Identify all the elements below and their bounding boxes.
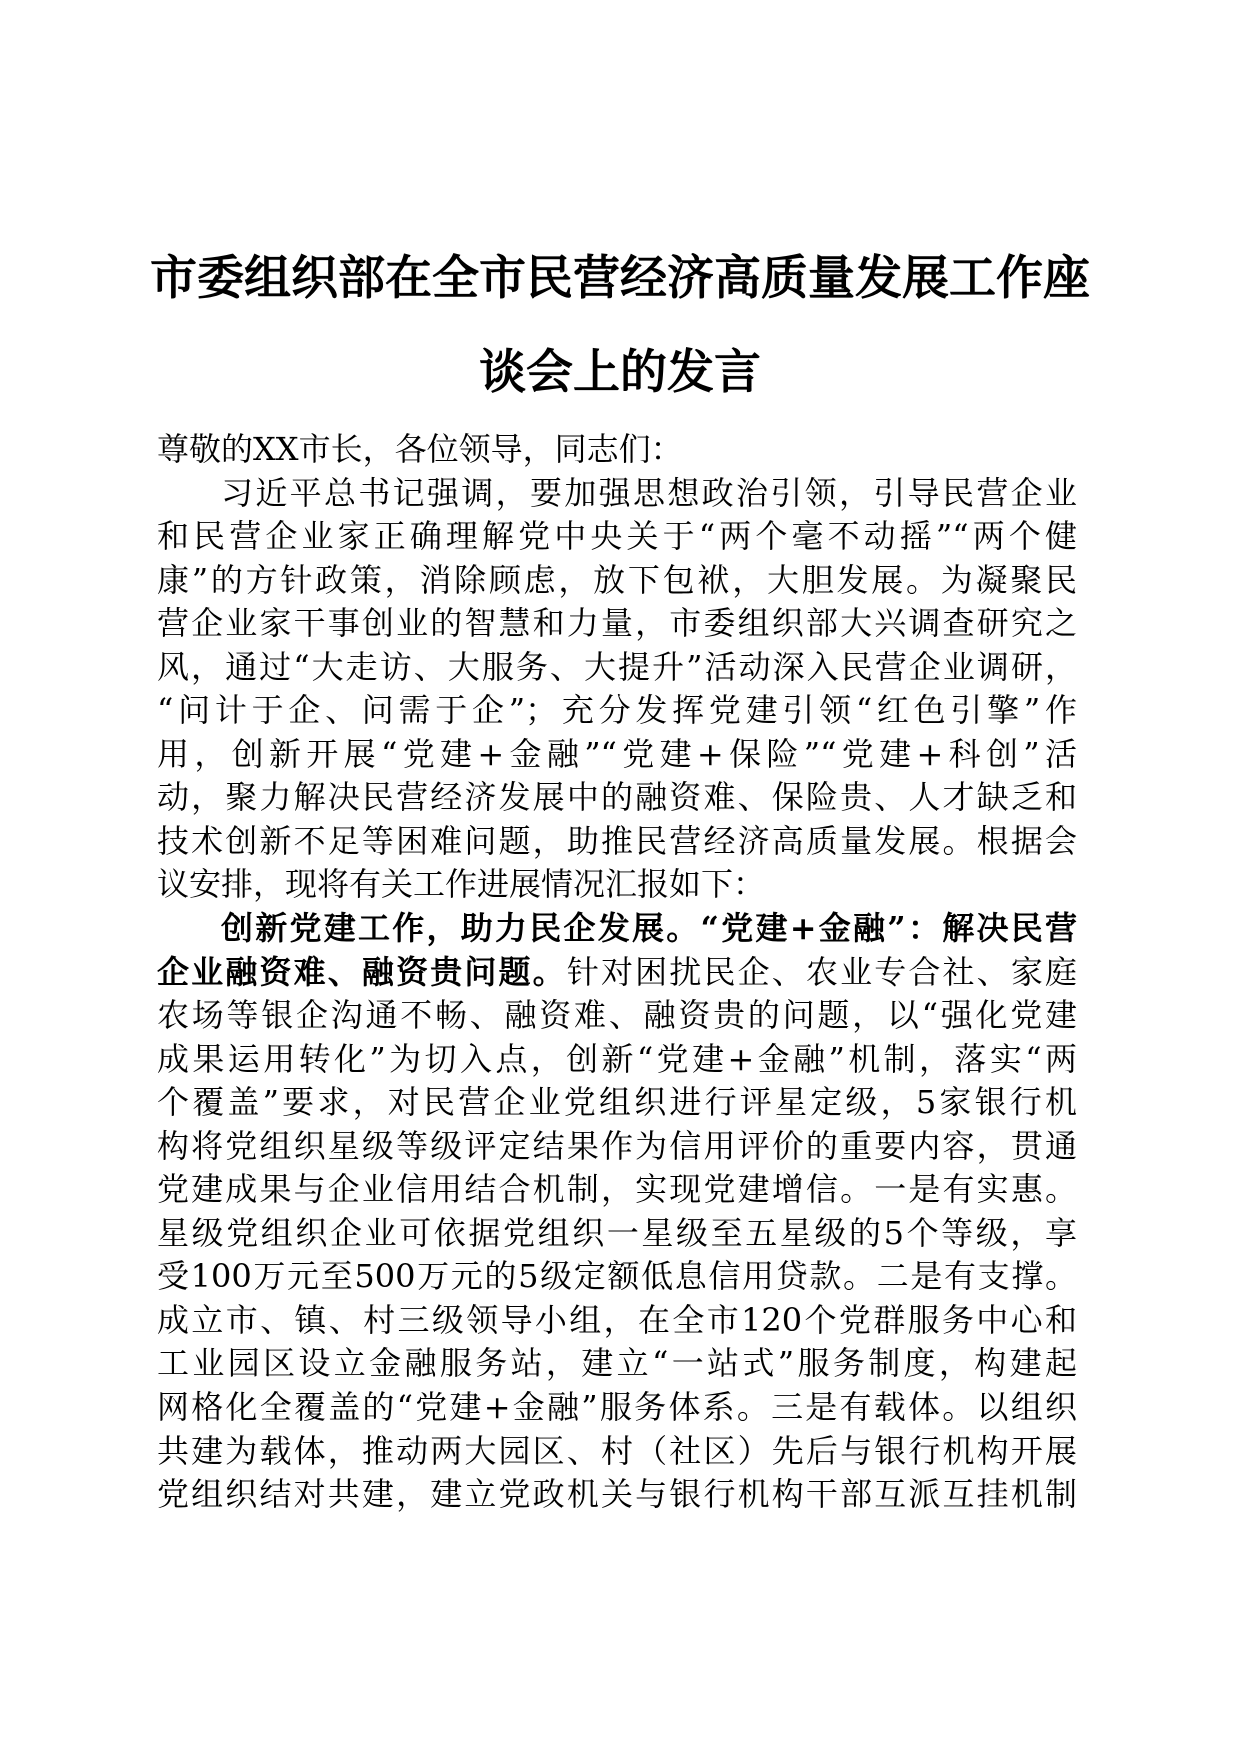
document-body bbox=[157, 428, 1077, 1517]
paragraph-line: 构将党组织星级等级评定结果作为信用评价的重要内容，贯通 bbox=[157, 1126, 1077, 1165]
paragraph-line: 习近平总书记强调，要加强思想政治引领，引导民营企业 bbox=[221, 473, 1077, 512]
paragraph-line: 个覆盖”要求，对民营企业党组织进行评星定级，5家银行机 bbox=[157, 1083, 1077, 1122]
paragraph-line: 成立市、镇、村三级领导小组，在全市120个党群服务中心和 bbox=[157, 1300, 1077, 1339]
paragraph-line: 共建为载体，推动两大园区、村（社区）先后与银行机构开展 bbox=[157, 1431, 1077, 1470]
paragraph-line: 星级党组织企业可依据党组织一星级至五星级的5个等级，享 bbox=[157, 1213, 1077, 1252]
paragraph-line: 党建成果与企业信用结合机制，实现党建增信。一是有实惠。 bbox=[157, 1170, 1077, 1209]
paragraph-line: 议安排，现将有关工作进展情况汇报如下： bbox=[157, 865, 766, 904]
paragraph-line: 和民营企业家正确理解党中央关于“两个毫不动摇”“两个健 bbox=[157, 517, 1077, 556]
title-line-2: 谈会上的发言 bbox=[479, 345, 761, 400]
paragraph-line: “问计于企、问需于企”；充分发挥党建引领“红色引擎”作 bbox=[157, 691, 1077, 730]
paragraph-line: 成果运用转化”为切入点，创新“党建+金融”机制，落实“两 bbox=[157, 1039, 1077, 1078]
paragraph-line: 动，聚力解决民营经济发展中的融资难、保险贵、人才缺乏和 bbox=[157, 778, 1077, 817]
paragraph-line: 党组织结对共建，建立党政机关与银行机构干部互派互挂机制 bbox=[157, 1475, 1077, 1514]
paragraph-line-mixed bbox=[157, 951, 1077, 995]
paragraph-line: 风，通过“大走访、大服务、大提升”活动深入民营企业调研， bbox=[157, 647, 1077, 686]
document-title bbox=[150, 250, 1090, 402]
title-line-1: 市委组织部在全市民营经济高质量发展工作座 bbox=[150, 251, 1090, 306]
paragraph-line: 网格化全覆盖的“党建+金融”服务体系。三是有载体。以组织 bbox=[157, 1388, 1077, 1427]
paragraph-line: 受100万元至500万元的5级定额低息信用贷款。二是有支撑。 bbox=[157, 1257, 1077, 1296]
paragraph-line: 营企业家干事创业的智慧和力量，市委组织部大兴调查研究之 bbox=[157, 604, 1077, 643]
paragraph-text: 针对困扰民企、农业专合社、家庭 bbox=[566, 952, 1077, 991]
salutation: 尊敬的XX市长，各位领导，同志们： bbox=[157, 430, 683, 468]
paragraph-line: 用，创新开展“党建+金融”“党建+保险”“党建+科创”活 bbox=[157, 734, 1077, 773]
paragraph-line: 技术创新不足等困难问题，助推民营经济高质量发展。根据会 bbox=[157, 821, 1077, 860]
section-heading-continued: 企业融资难、融资贵问题。 bbox=[157, 952, 567, 991]
paragraph-line: 工业园区设立金融服务站，建立“一站式”服务制度，构建起 bbox=[157, 1344, 1077, 1383]
paragraph-line: 康”的方针政策，消除顾虑，放下包袱，大胆发展。为凝聚民 bbox=[157, 560, 1077, 599]
section-heading: 创新党建工作，助力民企发展。“党建+金融”：解决民营 bbox=[221, 909, 1077, 948]
paragraph-line: 农场等银企沟通不畅、融资难、融资贵的问题，以“强化党建 bbox=[157, 996, 1077, 1035]
